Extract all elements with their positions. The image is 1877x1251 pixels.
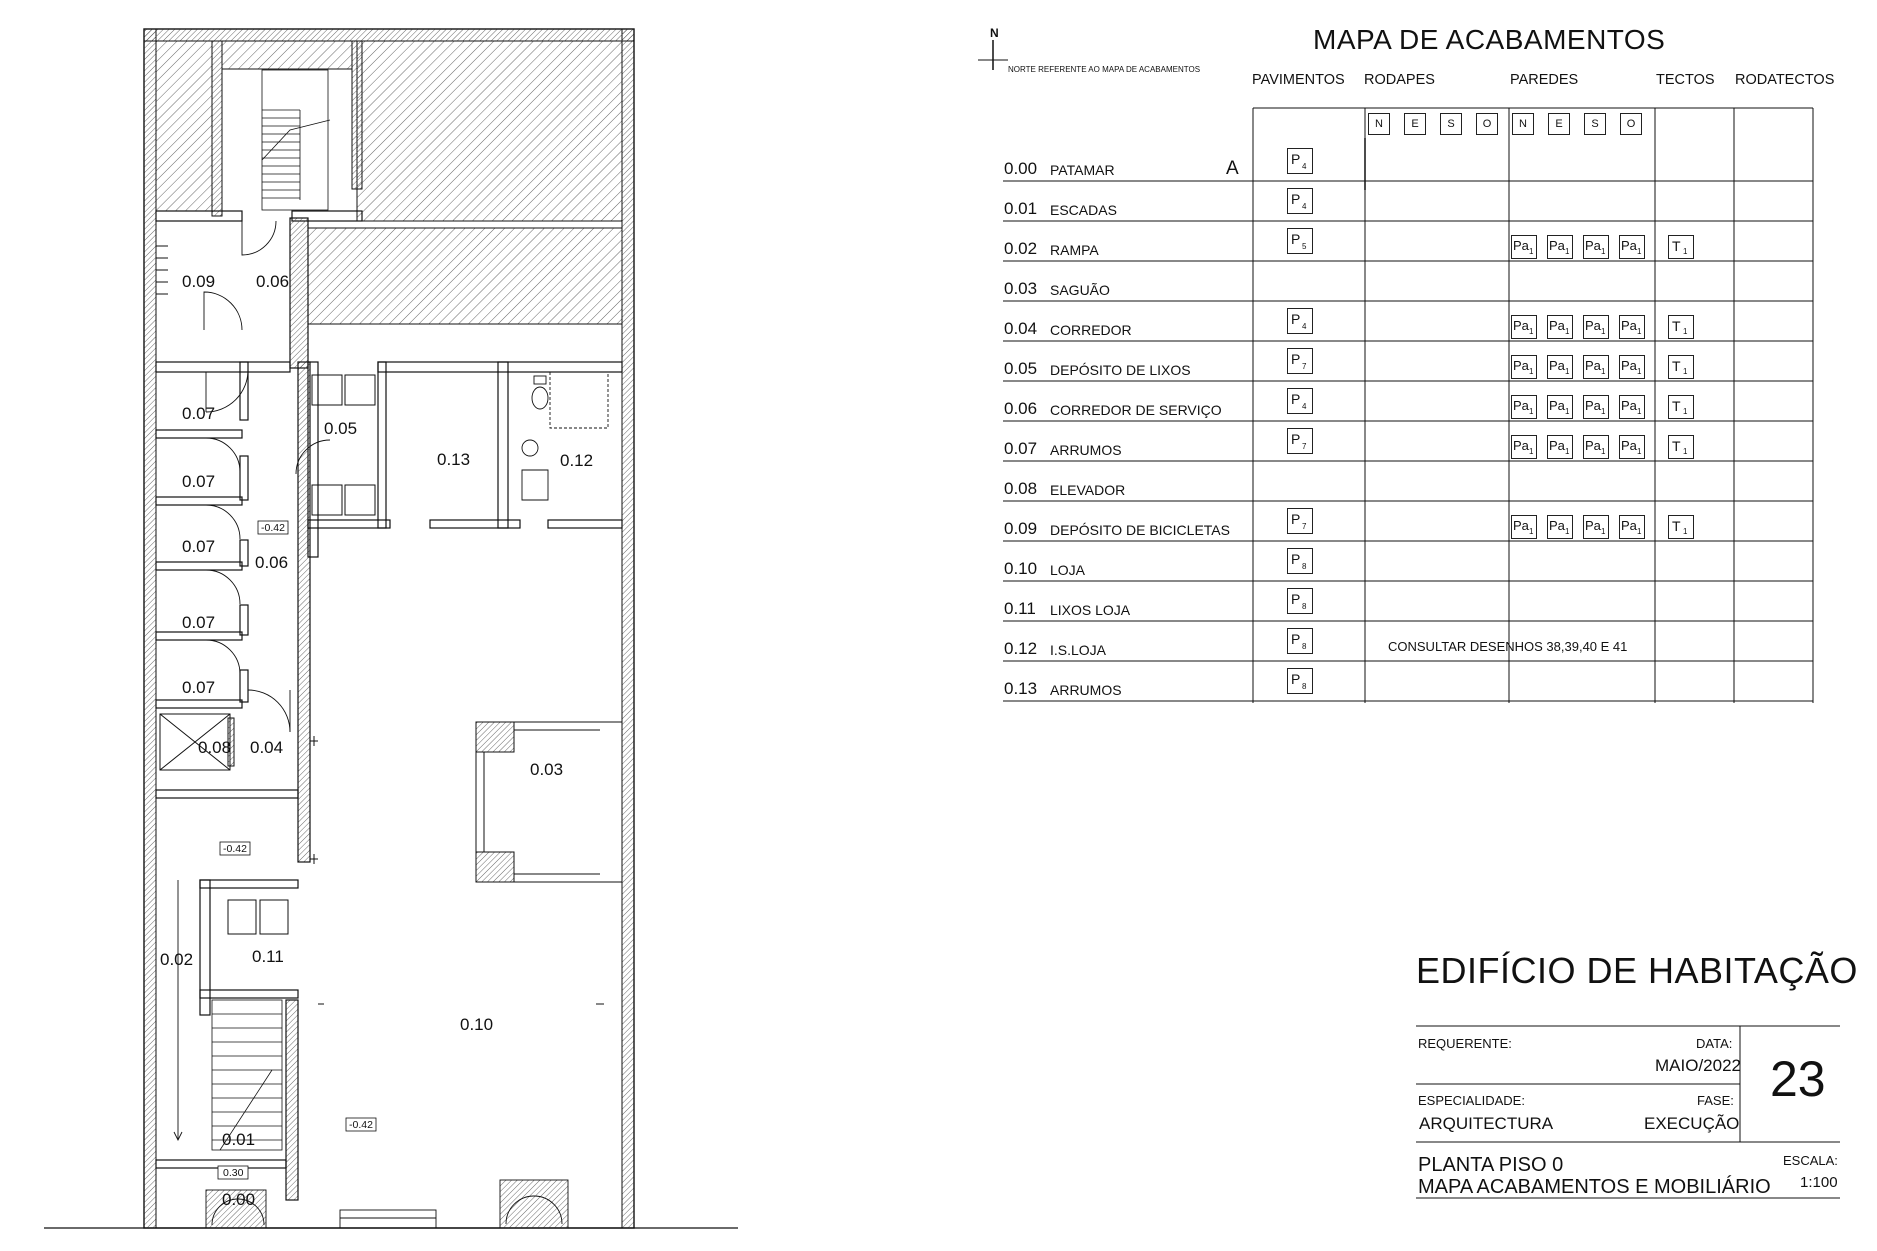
room-label-0.07: 0.07 — [182, 678, 216, 697]
row-code: 0.11 — [1004, 599, 1036, 618]
row-name: ELEVADOR — [1050, 482, 1126, 498]
wall-finish-code: Pa 1 — [1619, 235, 1645, 259]
orientation-o: O — [1620, 113, 1642, 135]
floor-finish-code: P 7 — [1287, 508, 1313, 534]
wall-finish-code: Pa 1 — [1547, 395, 1573, 419]
row-name: LOJA — [1050, 562, 1086, 578]
row-name: DEPÓSITO DE LIXOS — [1050, 362, 1191, 378]
room-label-0.07: 0.07 — [182, 613, 216, 632]
ceiling-finish-code: T 1 — [1668, 355, 1694, 379]
room-label-0.01: 0.01 — [222, 1130, 256, 1149]
escala-value: 1:100 — [1800, 1174, 1838, 1191]
row-code: 0.07 — [1004, 439, 1038, 458]
row-name: I.S.LOJA — [1050, 642, 1107, 658]
row-name: ARRUMOS — [1050, 442, 1122, 458]
fase-label: FASE: — [1697, 1093, 1734, 1108]
row-code: 0.03 — [1004, 279, 1038, 298]
room-label-0.08: 0.08 — [198, 738, 232, 757]
wall-finish-code: Pa 1 — [1619, 395, 1645, 419]
row-code: 0.00 — [1004, 159, 1038, 178]
room-label-0.11: 0.11 — [252, 947, 284, 966]
especialidade-label: ESPECIALIDADE: — [1418, 1093, 1525, 1108]
floor-finish-code: P 8 — [1287, 668, 1313, 694]
floor-plan — [0, 0, 760, 1251]
level-tag: -0.42 — [349, 1119, 373, 1131]
wall-finish-code: Pa 1 — [1511, 315, 1537, 339]
wall-finish-code: Pa 1 — [1619, 515, 1645, 539]
row-code: 0.02 — [1004, 239, 1038, 258]
wall-finish-code: Pa 1 — [1619, 315, 1645, 339]
level-tag: -0.42 — [223, 843, 247, 855]
schedule-title: MAPA DE ACABAMENTOS — [1313, 24, 1666, 55]
row-code: 0.06 — [1004, 399, 1038, 418]
room-label-0.07: 0.07 — [182, 404, 216, 423]
drawing-title-line2: MAPA ACABAMENTOS E MOBILIÁRIO — [1418, 1176, 1771, 1198]
wall-finish-code: Pa 1 — [1511, 515, 1537, 539]
wall-finish-code: Pa 1 — [1547, 315, 1573, 339]
lower-stair — [212, 1000, 282, 1150]
row-name: LIXOS LOJA — [1050, 602, 1131, 618]
sheet-number: 23 — [1770, 1051, 1826, 1107]
bike-rack — [156, 246, 168, 294]
data-label: DATA: — [1696, 1036, 1733, 1051]
room-label-0.12: 0.12 — [560, 451, 594, 470]
floor-finish-code: P 7 — [1287, 348, 1313, 374]
wall-finish-code: Pa 1 — [1511, 395, 1537, 419]
ceiling-finish-code: T 1 — [1668, 395, 1694, 419]
row-name: PATAMAR — [1050, 162, 1115, 178]
north-letter: N — [990, 26, 999, 40]
room-label-0.00: 0.00 — [222, 1190, 256, 1209]
floor-finish-code: P 4 — [1287, 188, 1313, 214]
orientation-s: S — [1440, 113, 1462, 135]
row-code: 0.13 — [1004, 679, 1038, 698]
drawing-title-line1: PLANTA PISO 0 — [1418, 1154, 1564, 1176]
row-name: SAGUÃO — [1050, 282, 1110, 298]
row-name: ARRUMOS — [1050, 682, 1122, 698]
room-label-0.13: 0.13 — [437, 450, 471, 469]
floor-finish-code: P 4 — [1287, 148, 1313, 174]
room-label-0.02: 0.02 — [160, 950, 194, 969]
row-name: CORREDOR — [1050, 322, 1132, 338]
floor-finish-code: P 4 — [1287, 308, 1313, 334]
front-doors — [206, 1180, 568, 1228]
escala-label: ESCALA: — [1783, 1153, 1838, 1168]
level-tag: 0.30 — [223, 1167, 244, 1179]
solid-zones — [156, 41, 622, 324]
level-tag: -0.42 — [261, 522, 285, 534]
fase-value: EXECUÇÃO — [1644, 1114, 1740, 1133]
room-label-0.10: 0.10 — [460, 1015, 494, 1034]
north-caption: NORTE REFERENTE AO MAPA DE ACABAMENTOS — [1008, 65, 1201, 74]
top-stair — [262, 70, 330, 210]
wall-finish-code: Pa 1 — [1583, 355, 1609, 379]
row-code: 0.12 — [1004, 639, 1038, 658]
floor-finish-code: P 5 — [1287, 228, 1313, 254]
row-code: 0.10 — [1004, 559, 1038, 578]
shop-waste-bins — [228, 900, 288, 934]
orientation-o: O — [1476, 113, 1498, 135]
wall-finish-code: Pa 1 — [1619, 435, 1645, 459]
wall-finish-code: Pa 1 — [1583, 435, 1609, 459]
room-label-0.05: 0.05 — [324, 419, 358, 438]
row-code: 0.04 — [1004, 319, 1038, 338]
floor-finish-code: P 8 — [1287, 548, 1313, 574]
ramp — [156, 880, 182, 1160]
wc-fixtures — [522, 372, 608, 528]
building-title: EDIFÍCIO DE HABITAÇÃO — [1416, 950, 1858, 991]
header-paredes: PAREDES — [1510, 72, 1579, 88]
header-tectos: TECTOS — [1656, 72, 1715, 88]
orientation-s: S — [1584, 113, 1606, 135]
room-label-0.04: 0.04 — [250, 738, 284, 757]
row-code: 0.05 — [1004, 359, 1038, 378]
wall-finish-code: Pa 1 — [1547, 355, 1573, 379]
wall-finish-code: Pa 1 — [1583, 235, 1609, 259]
data-value: MAIO/2022 — [1655, 1056, 1741, 1075]
row-code: 0.08 — [1004, 479, 1038, 498]
requerente-label: REQUERENTE: — [1418, 1036, 1512, 1051]
wall-finish-code: Pa 1 — [1511, 355, 1537, 379]
wall-finish-code: Pa 1 — [1583, 315, 1609, 339]
ceiling-finish-code: T 1 — [1668, 315, 1694, 339]
orientation-e: E — [1548, 113, 1570, 135]
header-pavimentos: PAVIMENTOS — [1252, 72, 1345, 88]
room-label-0.09: 0.09 — [182, 272, 216, 291]
wall-finish-code: Pa 1 — [1583, 515, 1609, 539]
floor-finish-code: P 7 — [1287, 428, 1313, 454]
room-label-0.07: 0.07 — [182, 472, 216, 491]
orientation-e: E — [1404, 113, 1426, 135]
room-label-0.06: 0.06 — [255, 553, 289, 572]
wall-finish-code: Pa 1 — [1619, 355, 1645, 379]
orientation-n: N — [1512, 113, 1534, 135]
wall-finish-code: Pa 1 — [1547, 515, 1573, 539]
wall-finish-code: Pa 1 — [1547, 435, 1573, 459]
row-name: DEPÓSITO DE BICICLETAS — [1050, 522, 1230, 538]
ceiling-finish-code: T 1 — [1668, 515, 1694, 539]
interior-walls — [156, 211, 622, 1200]
wall-finish-code: Pa 1 — [1511, 435, 1537, 459]
floor-finish-code: P 8 — [1287, 628, 1313, 654]
row-name: RAMPA — [1050, 242, 1099, 258]
row-code: 0.09 — [1004, 519, 1038, 538]
room-label-0.07: 0.07 — [182, 537, 216, 556]
row-name: CORREDOR DE SERVIÇO — [1050, 402, 1222, 418]
ceiling-finish-code: T 1 — [1668, 435, 1694, 459]
especialidade-value: ARQUITECTURA — [1419, 1114, 1554, 1133]
header-rodatectos: RODATECTOS — [1735, 72, 1835, 88]
entrance-hall — [476, 722, 622, 882]
row-code: 0.01 — [1004, 199, 1038, 218]
floor-finish-code: P 4 — [1287, 388, 1313, 414]
wall-finish-code: Pa 1 — [1547, 235, 1573, 259]
header-rodapes: RODAPES — [1364, 72, 1435, 88]
row-name: ESCADAS — [1050, 202, 1117, 218]
waste-bins — [312, 375, 375, 515]
row-note: CONSULTAR DESENHOS 38,39,40 E 41 — [1388, 639, 1628, 654]
floor-finish-code: P 8 — [1287, 588, 1313, 614]
room-label-0.06: 0.06 — [256, 272, 290, 291]
room-label-0.03: 0.03 — [530, 760, 564, 779]
ceiling-finish-code: T 1 — [1668, 235, 1694, 259]
orientation-n: N — [1368, 113, 1390, 135]
north-arrow-icon — [978, 38, 1008, 74]
wall-finish-code: Pa 1 — [1583, 395, 1609, 419]
marker-a: A — [1226, 158, 1239, 179]
wall-finish-code: Pa 1 — [1511, 235, 1537, 259]
